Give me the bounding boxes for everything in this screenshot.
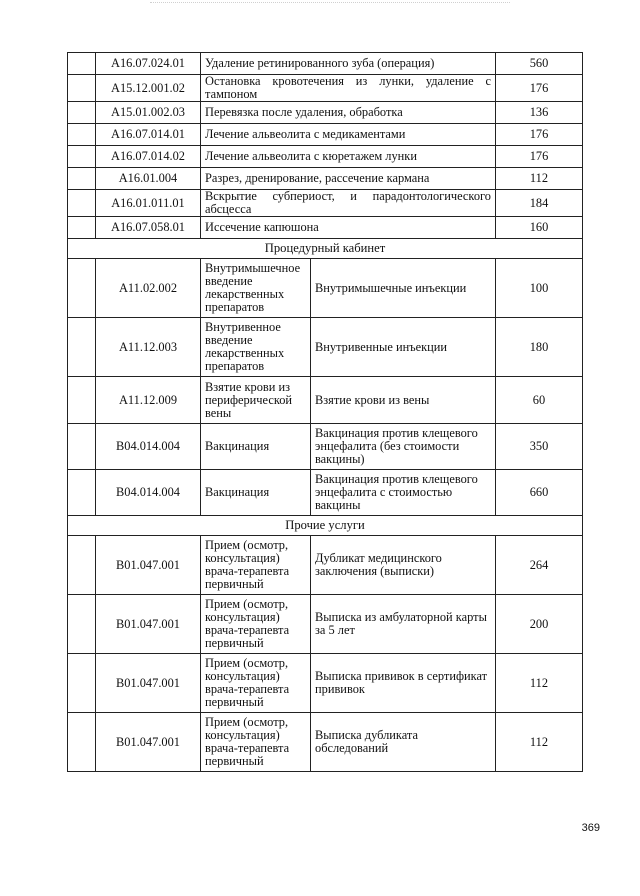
service-code: A15.12.001.02: [96, 75, 201, 102]
service-code: A16.07.014.01: [96, 124, 201, 146]
service-code: A16.01.004: [96, 168, 201, 190]
service-price: 180: [496, 318, 583, 377]
service-price: 176: [496, 124, 583, 146]
row-empty-cell: [68, 654, 96, 713]
section-title-other: Прочие услуги: [68, 516, 583, 536]
row-empty-cell: [68, 102, 96, 124]
service-type: Внутримышечное введение лекарственных препаратов: [201, 259, 311, 318]
service-price: 112: [496, 713, 583, 772]
table-row: [68, 377, 583, 424]
service-price: 660: [496, 470, 583, 516]
service-name: Внутримышечные инъекции: [311, 259, 496, 318]
service-code: B01.047.001: [96, 536, 201, 595]
table-row: [68, 168, 583, 190]
table-row: [68, 124, 583, 146]
service-name: Выписка из амбулаторной карты за 5 лет: [311, 595, 496, 654]
service-name: Перевязка после удаления, обработка: [201, 102, 496, 124]
service-name: Выписка дубликата обследований: [311, 713, 496, 772]
service-code: A11.12.003: [96, 318, 201, 377]
service-price: 264: [496, 536, 583, 595]
service-type: Взятие крови из периферической вены: [201, 377, 311, 424]
row-empty-cell: [68, 536, 96, 595]
table-row: [68, 53, 583, 75]
row-empty-cell: [68, 75, 96, 102]
table-row: [68, 713, 583, 772]
service-price: 160: [496, 217, 583, 239]
price-table: [67, 52, 583, 772]
service-type: Прием (осмотр, консультация) врача-терапевта первичный: [201, 536, 311, 595]
service-price: 560: [496, 53, 583, 75]
service-name: Лечение альвеолита с медикаментами: [201, 124, 496, 146]
service-type: Внутривенное введение лекарственных препаратов: [201, 318, 311, 377]
table-row: [68, 259, 583, 318]
service-price: 112: [496, 168, 583, 190]
service-name: Удаление ретинированного зуба (операция): [201, 53, 496, 75]
table-row: [68, 595, 583, 654]
service-price: 176: [496, 75, 583, 102]
section-row: [68, 239, 583, 259]
service-code: A16.07.058.01: [96, 217, 201, 239]
table-row: [68, 75, 583, 102]
scan-artifact: [150, 2, 510, 7]
table-row: [68, 318, 583, 377]
service-name: Остановка кровотечения из лунки, удаление с тампоном: [201, 75, 496, 102]
service-code: A15.01.002.03: [96, 102, 201, 124]
service-name: Дубликат медицинского заключения (выписки): [311, 536, 496, 595]
table-row: [68, 102, 583, 124]
service-type: Вакцинация: [201, 424, 311, 470]
section-row: [68, 516, 583, 536]
service-name: Вакцинация против клещевого энцефалита с стоимостью вакцины: [311, 470, 496, 516]
row-empty-cell: [68, 168, 96, 190]
service-price: 200: [496, 595, 583, 654]
service-type: Прием (осмотр, консультация) врача-терапевта первичный: [201, 654, 311, 713]
service-type: Вакцинация: [201, 470, 311, 516]
table-row: [68, 217, 583, 239]
service-name: Выписка прививок в сертификат прививок: [311, 654, 496, 713]
service-price: 112: [496, 654, 583, 713]
service-code: A11.12.009: [96, 377, 201, 424]
service-name: Взятие крови из вены: [311, 377, 496, 424]
service-code: A11.02.002: [96, 259, 201, 318]
table-row: [68, 146, 583, 168]
row-empty-cell: [68, 470, 96, 516]
page-number: 369: [581, 822, 600, 834]
table-row: [68, 424, 583, 470]
row-empty-cell: [68, 53, 96, 75]
service-type: Прием (осмотр, консультация) врача-терапевта первичный: [201, 713, 311, 772]
table-row: [68, 470, 583, 516]
service-code: B01.047.001: [96, 654, 201, 713]
service-name: Внутривенные инъекции: [311, 318, 496, 377]
table-row: [68, 654, 583, 713]
service-code: A16.07.014.02: [96, 146, 201, 168]
row-empty-cell: [68, 146, 96, 168]
row-empty-cell: [68, 595, 96, 654]
service-name: Иссечение капюшона: [201, 217, 496, 239]
service-code: A16.07.024.01: [96, 53, 201, 75]
table-row: [68, 536, 583, 595]
section-title-procedure: Процедурный кабинет: [68, 239, 583, 259]
service-price: 100: [496, 259, 583, 318]
service-price: 60: [496, 377, 583, 424]
service-type: Прием (осмотр, консультация) врача-терапевта первичный: [201, 595, 311, 654]
service-name: Разрез, дренирование, рассечение кармана: [201, 168, 496, 190]
table-row: [68, 190, 583, 217]
service-price: 136: [496, 102, 583, 124]
service-code: B01.047.001: [96, 595, 201, 654]
service-price: 350: [496, 424, 583, 470]
row-empty-cell: [68, 377, 96, 424]
service-code: B04.014.004: [96, 424, 201, 470]
row-empty-cell: [68, 424, 96, 470]
service-price: 176: [496, 146, 583, 168]
service-code: B01.047.001: [96, 713, 201, 772]
service-code: B04.014.004: [96, 470, 201, 516]
service-name: Лечение альвеолита с кюретажем лунки: [201, 146, 496, 168]
row-empty-cell: [68, 318, 96, 377]
service-code: A16.01.011.01: [96, 190, 201, 217]
row-empty-cell: [68, 259, 96, 318]
row-empty-cell: [68, 713, 96, 772]
service-name: Вскрытие субпериост, и парадонтологического абсцесса: [201, 190, 496, 217]
service-price: 184: [496, 190, 583, 217]
row-empty-cell: [68, 190, 96, 217]
service-name: Вакцинация против клещевого энцефалита (без стоимости вакцины): [311, 424, 496, 470]
row-empty-cell: [68, 124, 96, 146]
row-empty-cell: [68, 217, 96, 239]
